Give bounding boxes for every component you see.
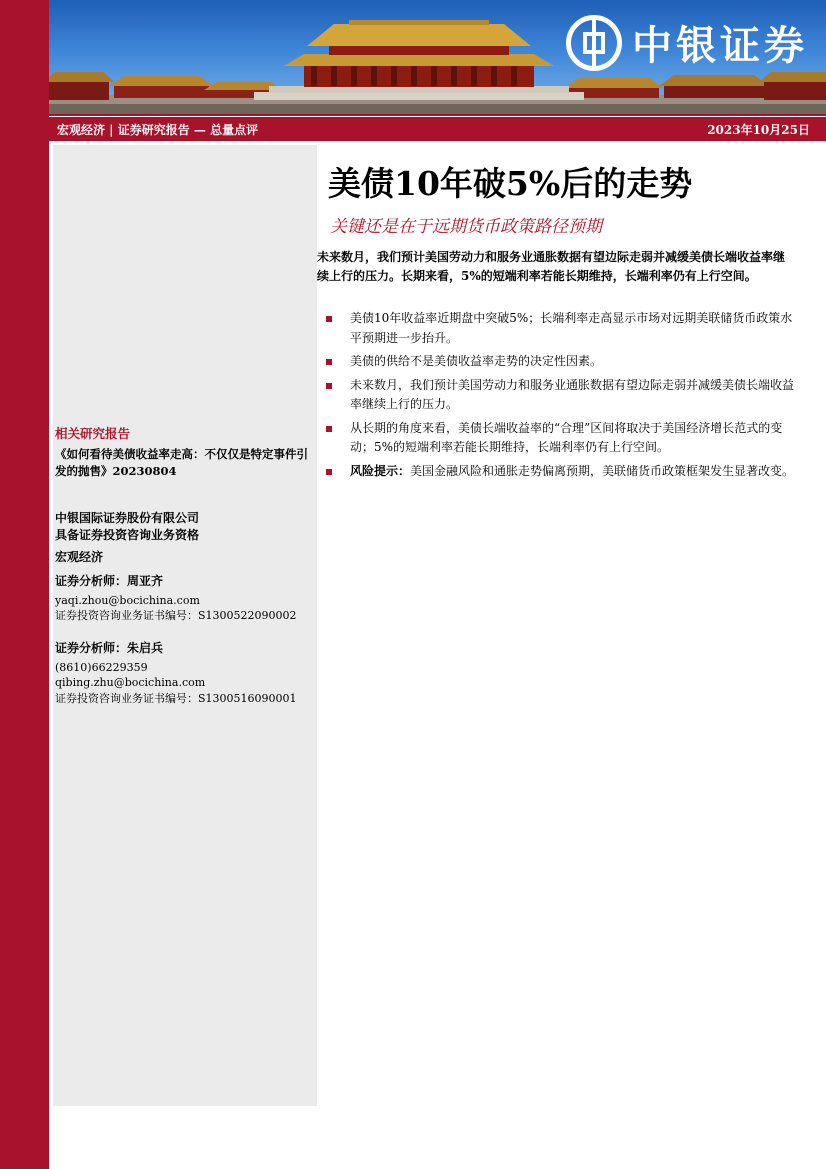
- related-report-link[interactable]: 《如何看待美债收益率走高：不仅仅是特定事件引发的抛售》20230804: [55, 447, 308, 478]
- analyst-name: 证券分析师：周亚齐: [55, 574, 164, 588]
- list-item: [322, 352, 796, 372]
- company-name: 中银国际证券股份有限公司: [55, 511, 200, 525]
- brand-logo-text: 中银证券: [632, 23, 808, 69]
- report-subtitle: 关键还是在于远期货币政策路径预期: [330, 217, 602, 237]
- analyst-email[interactable]: qibing.zhu@bocichina.com: [55, 676, 206, 689]
- header-banner: [49, 0, 826, 114]
- related-reports-title: 相关研究报告: [55, 426, 131, 441]
- bullet-text: 美债的供给不是美债收益率走势的决定性因素。: [350, 354, 603, 368]
- analyst-email[interactable]: yaqi.zhou@bocichina.com: [55, 593, 200, 607]
- category-bar: [49, 117, 826, 141]
- key-points-list: [322, 309, 796, 485]
- list-item: [322, 376, 796, 415]
- bullet-text: 美债10年收益率近期盘中突破5%；长端利率走高显示市场对远期美联储货币政策水平预期进一步抬升。: [350, 311, 793, 345]
- bullet-text: 从长期的角度来看，美债长端收益率的“合理”区间将取决于美国经济增长范式的变动；5%的短端利率若能长期维持，长端利率仍有上行空间。: [350, 420, 783, 454]
- bullet-text: 美国金融风险和通胀走势偏离预期，美联储货币政策框架发生显著改变。: [410, 463, 795, 478]
- bullet-text: 未来数月，我们预计美国劳动力和服务业通胀数据有望边际走弱并减缓美债长端收益率继续上行的压力。: [350, 377, 795, 411]
- company-qualification: 具备证券投资咨询业务资格: [55, 528, 200, 542]
- left-brand-bar: [0, 0, 49, 1169]
- header-divider: [49, 114, 826, 116]
- list-item: [322, 462, 796, 482]
- company-info: [55, 510, 199, 544]
- analyst-phone: (8610)66229359: [55, 660, 148, 674]
- list-item: [322, 419, 796, 458]
- report-title: 美债10年破5%后的走势: [328, 164, 693, 203]
- analyst-block: [55, 574, 317, 624]
- boc-logo-icon: [566, 15, 622, 71]
- list-item: [322, 309, 796, 348]
- report-summary: 未来数月，我们预计美国劳动力和服务业通胀数据有望边际走弱并减缓美债长端收益率继续上行的压力。长期来看，5%的短端利率若能长期维持，长端利率仍有上行空间。: [317, 250, 786, 283]
- sector-label: 宏观经济: [55, 550, 104, 564]
- analyst-license: 证券投资咨询业务证书编号：S1300516090001: [55, 691, 297, 705]
- analyst-name: 证券分析师：朱启兵: [55, 641, 164, 655]
- sidebar-panel: [53, 145, 317, 1106]
- brand-logo: [566, 14, 808, 71]
- analyst-block: [55, 641, 317, 706]
- report-category: 宏观经济 | 证券研究报告 — 总量点评: [57, 122, 259, 137]
- risk-label: 风险提示：: [350, 463, 411, 478]
- analyst-license: 证券投资咨询业务证书编号：S1300522090002: [55, 609, 297, 622]
- report-date: 2023年10月25日: [707, 122, 810, 137]
